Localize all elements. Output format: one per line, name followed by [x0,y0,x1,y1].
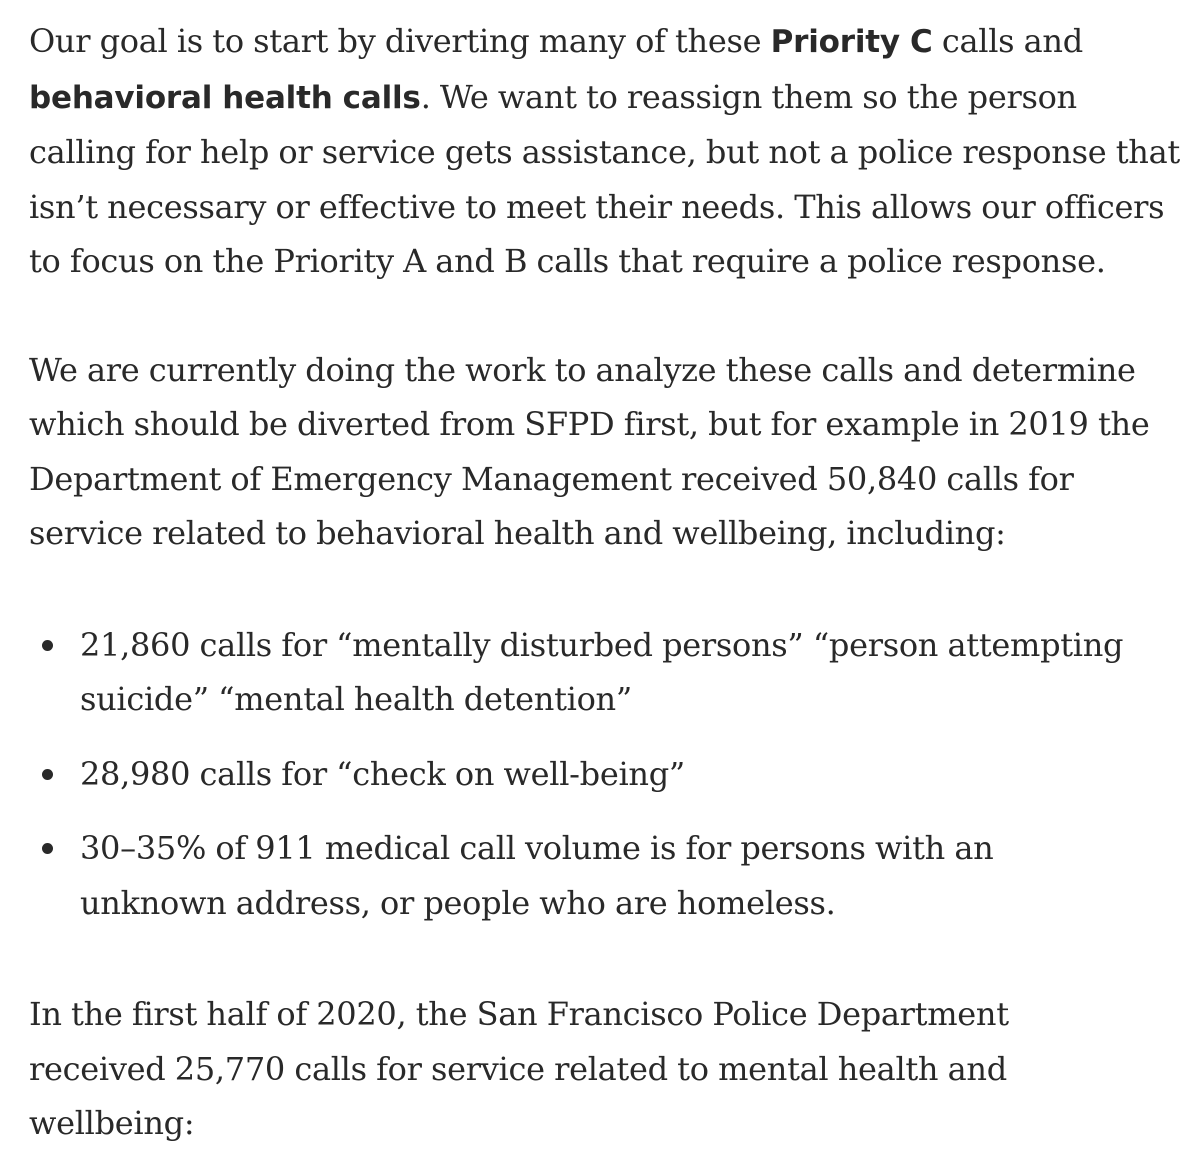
bold-priority-c: Priority C [770,24,933,60]
list-item [29,821,1120,930]
bullet-list [29,618,1149,931]
bold-behavioral-health-calls: behavioral health calls [29,79,421,116]
article-body [29,14,1189,1151]
list-item [29,747,1149,802]
list-item [29,618,1149,727]
list-item-text: 21,860 calls for “mentally disturbed persons” “person attempting suicide” “mental health detention” [80,625,1124,718]
paragraph-2020-calls: In the first half of 2020, the San Francisco Police Department received 25,770 calls for service related to mental health and wellbeing: [29,995,1009,1142]
text-segment: calls and [932,22,1083,60]
list-item-text: 30–35% of 911 medical call volume is for persons with an unknown address, or people who are homeless. [80,829,994,922]
paragraph-diversion-goal [29,14,1189,289]
bullet-dot-icon [42,769,53,780]
list-item-text: 28,980 calls for “check on well-being” [80,754,685,793]
paragraph-call-analysis: We are currently doing the work to analyze these calls and determine which should be diverted from SFPD first, but for example in 2019 the Department of Emergency Management received 50,840 calls for service related to behavioral health and wellbeing, including: [29,350,1150,552]
bullet-dot-icon [42,640,53,651]
text-segment: . We want to reassign them so the person calling for help or service gets assistance, but not a police response that isn’t necessary or effective to meet their needs. This allows our officers to focus on the Priority A and B calls that require a police response. [29,77,1180,280]
text-segment: Our goal is to start by diverting many of these [29,22,771,60]
bullet-dot-icon [42,843,53,854]
